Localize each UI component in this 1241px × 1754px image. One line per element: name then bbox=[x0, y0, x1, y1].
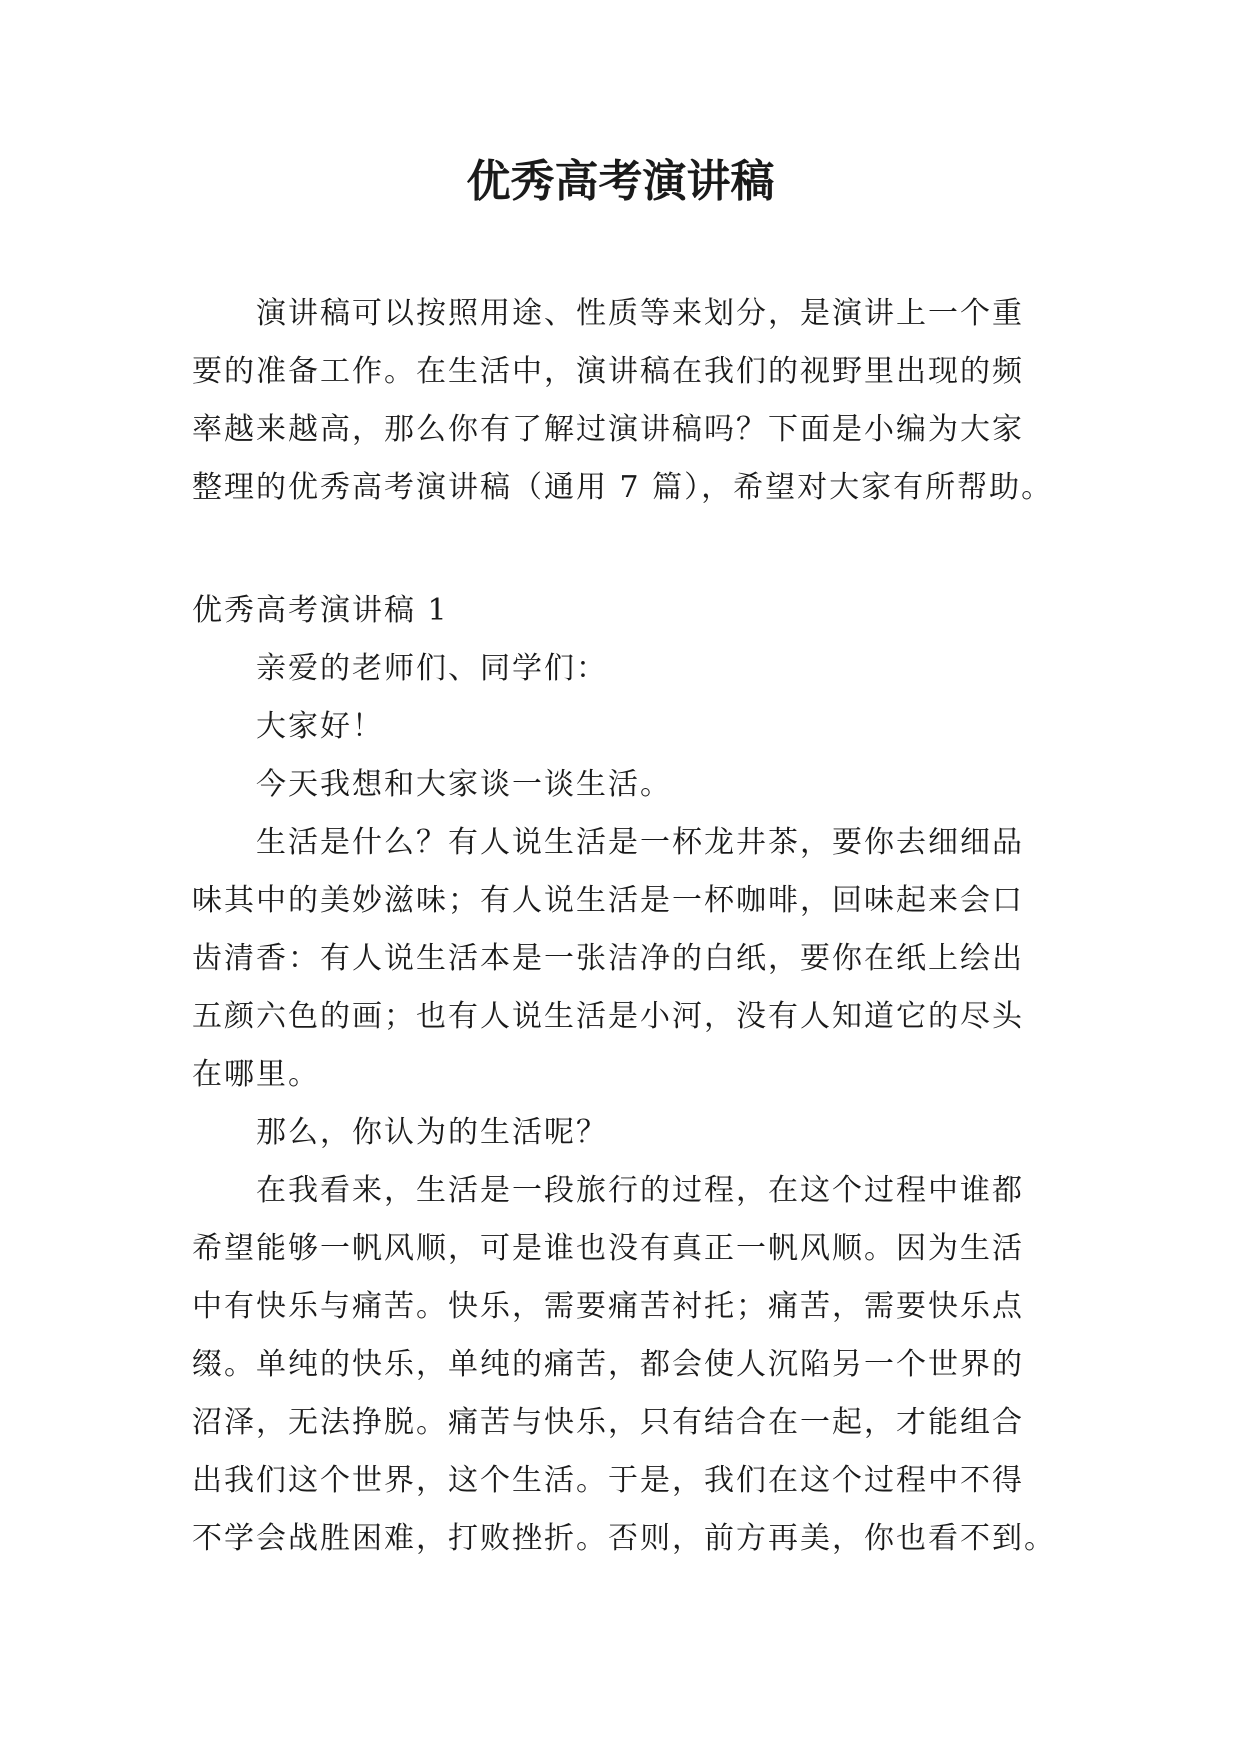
body-line: 今天我想和大家谈一谈生活。 bbox=[256, 767, 672, 802]
body-line: 出我们这个世界，这个生活。于是，我们在这个过程中不得 bbox=[192, 1463, 1024, 1498]
body-line: 沼泽，无法挣脱。痛苦与快乐，只有结合在一起，才能组合 bbox=[192, 1405, 1024, 1440]
body-line: 缀。单纯的快乐，单纯的痛苦，都会使人沉陷另一个世界的 bbox=[192, 1347, 1024, 1382]
body-line: 五颜六色的画；也有人说生活是小河，没有人知道它的尽头 bbox=[192, 999, 1024, 1034]
section-heading: 优秀高考演讲稿 1 bbox=[192, 593, 449, 628]
body-line: 齿清香：有人说生活本是一张洁净的白纸，要你在纸上绘出 bbox=[192, 941, 1024, 976]
body-line: 亲爱的老师们、同学们： bbox=[256, 651, 608, 686]
intro-line: 整理的优秀高考演讲稿（通用 7 篇），希望对大家有所帮助。 bbox=[192, 470, 1054, 505]
intro-line: 率越来越高，那么你有了解过演讲稿吗？下面是小编为大家 bbox=[192, 412, 1024, 447]
body-line: 生活是什么？有人说生活是一杯龙井茶，要你去细细品 bbox=[256, 825, 1024, 860]
body-line: 在我看来，生活是一段旅行的过程，在这个过程中谁都 bbox=[256, 1173, 1024, 1208]
intro-line: 要的准备工作。在生活中，演讲稿在我们的视野里出现的频 bbox=[192, 354, 1024, 389]
body-line: 希望能够一帆风顺，可是谁也没有真正一帆风顺。因为生活 bbox=[192, 1231, 1024, 1266]
speech-section bbox=[192, 582, 1056, 1568]
body-line: 那么，你认为的生活呢？ bbox=[256, 1115, 608, 1150]
body-line: 不学会战胜困难，打败挫折。否则，前方再美，你也看不到。 bbox=[192, 1521, 1056, 1556]
body-line: 味其中的美妙滋味；有人说生活是一杯咖啡，回味起来会口 bbox=[192, 883, 1024, 918]
body-line: 在哪里。 bbox=[192, 1057, 320, 1092]
intro-line: 演讲稿可以按照用途、性质等来划分，是演讲上一个重 bbox=[256, 296, 1024, 331]
body-line: 中有快乐与痛苦。快乐，需要痛苦衬托；痛苦，需要快乐点 bbox=[192, 1289, 1024, 1324]
body-line: 大家好！ bbox=[256, 709, 384, 744]
section-body bbox=[192, 640, 1056, 1568]
document-title: 优秀高考演讲稿 bbox=[466, 156, 775, 207]
intro-paragraph bbox=[192, 285, 1052, 517]
